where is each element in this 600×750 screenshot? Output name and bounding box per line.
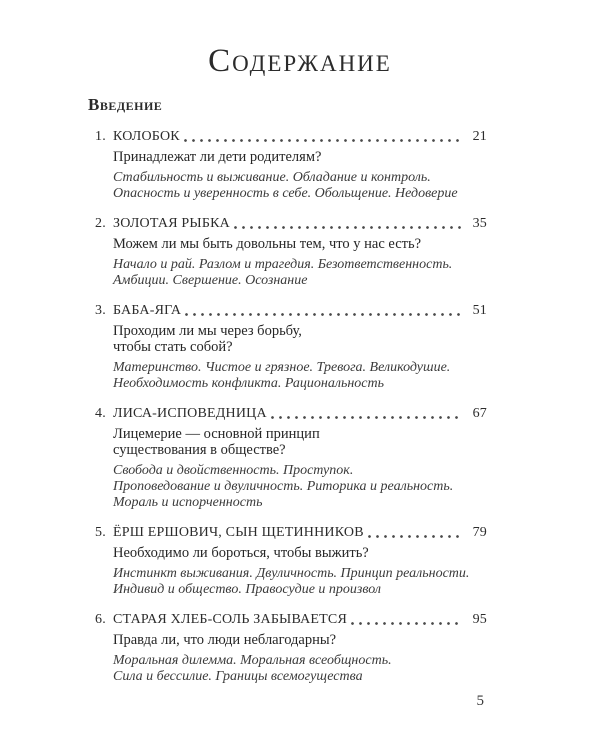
chapter-topics [113,257,487,289]
toc-entry-row [95,302,487,319]
chapter-topics [113,170,487,202]
topics-line: Материнство. Чистое и грязное. Тревога. Великодушие. [113,359,451,375]
dot-leader [185,312,462,317]
chapter-topics [113,566,487,598]
toc-entry [88,405,487,511]
topics-line: Индивид и общество. Правосудие и произвол [113,581,382,597]
topics-line: Мораль и испорченность [113,494,263,510]
question-line: Проходим ли мы через борьбу, [113,322,302,339]
chapter-page-number: 67 [472,405,487,421]
toc-entry-row [95,128,487,145]
chapter-question [113,149,487,165]
topics-line: Амбиции. Свершение. Осознание [113,272,308,288]
chapter-question [113,323,487,355]
chapter-number: 5. [95,524,106,540]
question-line: Принадлежат ли дети родителям? [113,148,322,165]
chapter-number: 6. [95,611,106,627]
toc-entry [88,302,487,392]
chapter-title: ЁРШ ЕРШОВИЧ, СЫН ЩЕТИННИКОВ [113,524,364,540]
dot-leader [368,534,462,539]
toc-entry [88,128,487,202]
dot-leader [271,415,462,420]
chapter-title: СТАРАЯ ХЛЕБ-СОЛЬ ЗАБЫВАЕТСЯ [113,611,348,627]
topics-line: Необходимость конфликта. Рациональность [113,375,384,391]
toc-entry-row [95,215,487,232]
toc-entry-row [95,405,487,422]
chapter-number: 2. [95,215,106,231]
topics-line: Проповедование и двуличность. Риторика и реальность. [113,478,454,494]
topics-line: Опасность и уверенность в себе. Обольщение. Недоверие [113,185,458,201]
chapter-page-number: 21 [472,128,487,144]
topics-line: Моральная дилемма. Моральная всеобщность. [113,652,392,668]
toc-entry-row [95,524,487,541]
question-line: существования в обществе? [113,441,286,458]
topics-line: Сила и бессилие. Границы всемогущества [113,668,363,684]
dot-leader [351,621,462,626]
toc-entry [88,611,487,685]
chapter-question [113,426,487,458]
chapter-number: 3. [95,302,106,318]
chapter-question [113,545,487,561]
chapter-number: 1. [95,128,106,144]
question-line: Правда ли, что люди неблагодарны? [113,631,337,648]
dot-leader [184,138,462,143]
topics-line: Инстинкт выживания. Двуличность. Принцип реальности. [113,565,470,581]
question-line: Лицемерие — основной принцип [113,425,320,442]
chapter-question [113,236,487,252]
chapter-title: ЗОЛОТАЯ РЫБКА [113,215,230,231]
page-title: Содержание [208,43,392,79]
question-line: Необходимо ли бороться, чтобы выжить? [113,544,369,561]
chapter-topics [113,360,487,392]
chapter-title: БАБА-ЯГА [113,302,182,318]
toc-entry [88,524,487,598]
chapter-number: 4. [95,405,106,421]
question-line: чтобы стать собой? [113,338,233,355]
chapter-page-number: 51 [472,302,487,318]
topics-line: Стабильность и выживание. Обладание и контроль. [113,169,431,185]
topics-line: Свобода и двойственность. Проступок. [113,462,354,478]
chapter-page-number: 95 [472,611,487,627]
folio-page-number: 5 [476,693,484,709]
toc-entry-row [95,611,487,628]
question-line: Можем ли мы быть довольны тем, что у нас есть? [113,235,422,252]
chapter-topics [113,463,487,511]
dot-leader [234,225,462,230]
chapter-title: ЛИСА-ИСПОВЕДНИЦА [113,405,267,421]
chapter-page-number: 35 [472,215,487,231]
chapter-topics [113,653,487,685]
section-intro-heading: Введение [88,94,163,114]
topics-line: Начало и рай. Разлом и трагедия. Безответственность. [113,256,453,272]
chapter-question [113,632,487,648]
chapter-page-number: 79 [472,524,487,540]
toc-entry [88,215,487,289]
chapter-title: КОЛОБОК [113,128,180,144]
